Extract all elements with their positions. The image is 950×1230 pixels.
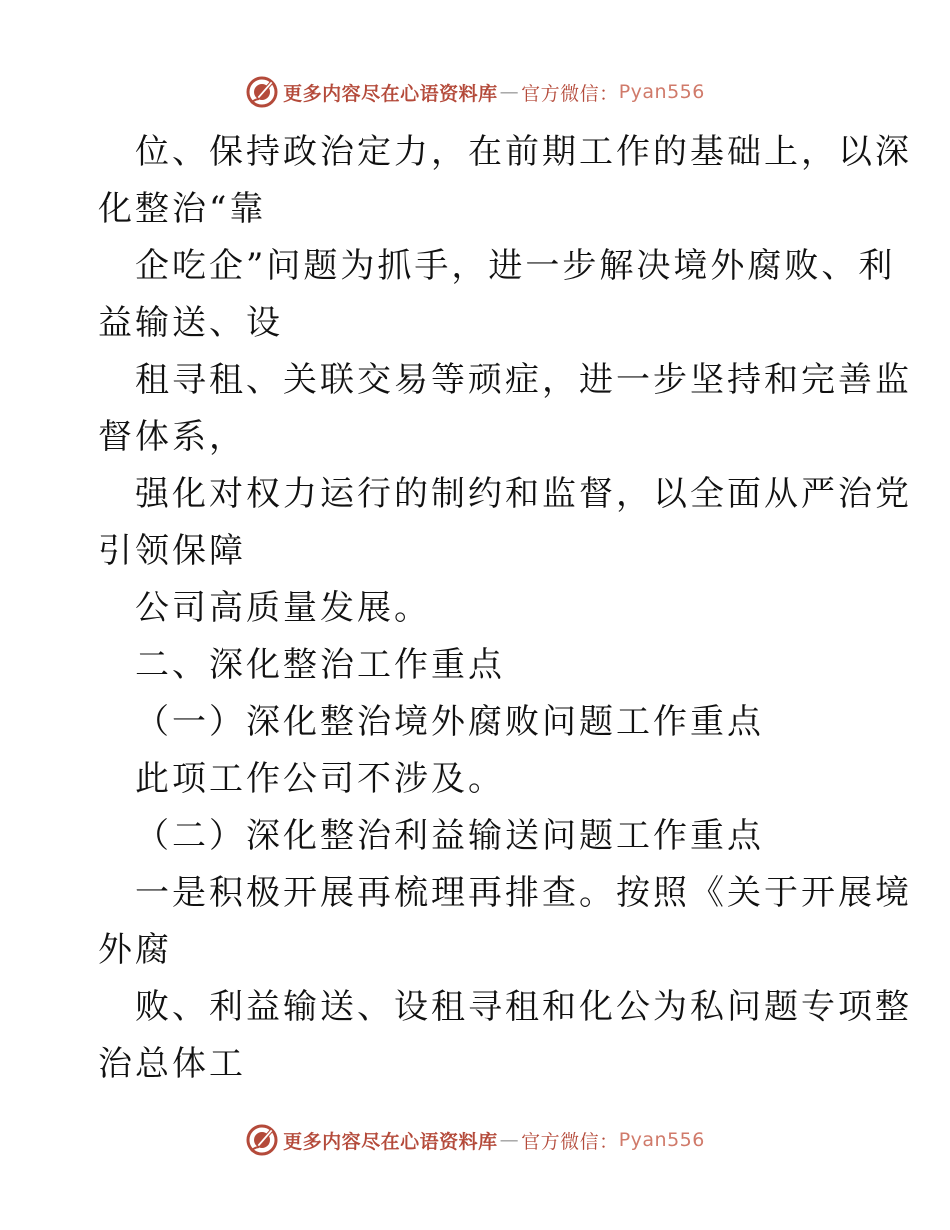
subsection-heading: （二）深化整治利益输送问题工作重点: [135, 816, 764, 856]
subsection-heading: （一）深化整治境外腐败问题工作重点: [135, 702, 764, 742]
paragraph-line: 督体系，: [98, 417, 246, 457]
quill-logo-icon: [245, 75, 279, 109]
section-heading: 二、深化整治工作重点: [135, 645, 505, 685]
footer-brand-text: 更多内容尽在心语资料库: [283, 1130, 498, 1153]
paragraph-line: 益输送、设: [98, 303, 283, 343]
paragraph-line: 化整治“靠: [98, 189, 267, 229]
paragraph-line: 败、利益输送、设租寻租和化公为私问题专项整: [135, 987, 912, 1027]
paragraph-line: 公司高质量发展。: [135, 588, 431, 628]
footer-watermark: [0, 1120, 950, 1160]
paragraph-line: 治总体工: [98, 1044, 246, 1084]
header-wechat-label: 官方微信：: [521, 82, 619, 105]
quill-logo-icon: [245, 1123, 279, 1157]
paragraph-line: 此项工作公司不涉及。: [135, 759, 505, 799]
header-brand-text: 更多内容尽在心语资料库: [283, 82, 498, 105]
paragraph-line: 租寻租、关联交易等顽症，进一步坚持和完善监: [135, 360, 912, 400]
header-wechat-id: Pyan556: [618, 81, 705, 103]
footer-wechat-label: 官方微信：: [521, 1130, 619, 1153]
header-watermark: [0, 72, 950, 112]
document-body: [98, 124, 912, 1093]
paragraph-line: 引领保障: [98, 531, 246, 571]
paragraph-line: 位、保持政治定力，在前期工作的基础上，以深: [135, 132, 912, 172]
header-separator: —: [499, 81, 520, 103]
paragraph-line: 强化对权力运行的制约和监督，以全面从严治党: [135, 474, 912, 514]
paragraph-line: 一是积极开展再梳理再排查。按照《关于开展境: [135, 873, 912, 913]
paragraph-line: 外腐: [98, 930, 172, 970]
footer-separator: —: [499, 1129, 520, 1151]
footer-wechat-id: Pyan556: [618, 1129, 705, 1151]
paragraph-line: 企吃企”问题为抓手，进一步解决境外腐败、利: [135, 246, 896, 286]
